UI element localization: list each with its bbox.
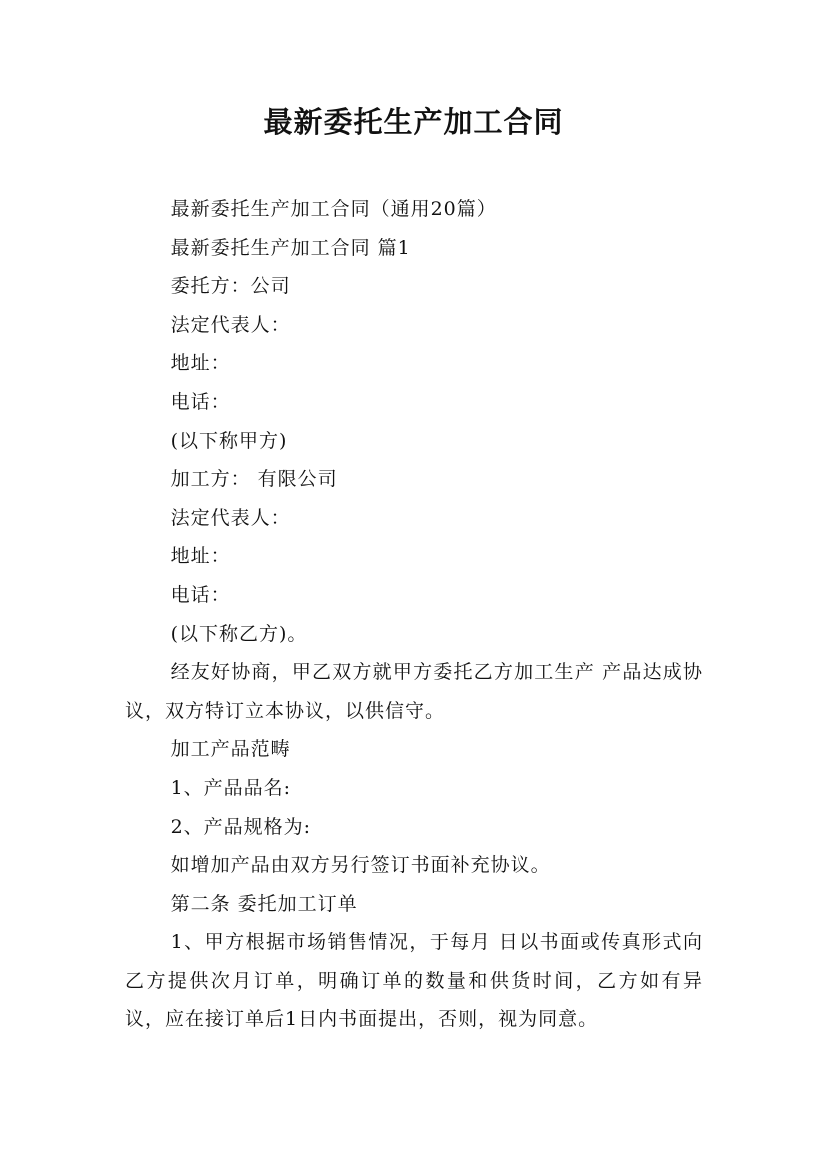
paragraph: 如增加产品由双方另行签订书面补充协议。: [170, 854, 551, 877]
paragraph: 最新委托生产加工合同（通用20篇）: [170, 198, 497, 220]
paragraph: 1、产品品名:: [170, 776, 292, 799]
paragraph: 经友好协商，甲乙双方就甲方委托乙方加工生产 产品达成协议，双方特订立本协议，以供信守。: [125, 661, 703, 722]
paragraph: 加工产品范畴: [170, 738, 291, 761]
paragraph: 委托方：公司: [170, 275, 291, 298]
paragraph: 地址：: [170, 545, 231, 568]
paragraph: 2、产品规格为:: [170, 815, 312, 838]
paragraph: 最新委托生产加工合同 篇1: [170, 236, 411, 259]
document-body: [125, 190, 703, 1039]
paragraph: 法定代表人：: [170, 506, 291, 529]
paragraph: 法定代表人：: [170, 313, 291, 336]
paragraph: 电话：: [170, 583, 231, 606]
paragraph: (以下称乙方)。: [170, 622, 308, 645]
paragraph: 加工方： 有限公司: [170, 468, 338, 491]
paragraph: 第二条 委托加工订单: [170, 892, 358, 915]
paragraph: 地址：: [170, 352, 231, 375]
document-title: 最新委托生产加工合同: [263, 105, 564, 139]
paragraph: (以下称甲方): [170, 429, 288, 452]
paragraph: 电话：: [170, 390, 231, 413]
paragraph: 1、甲方根据市场销售情况，于每月 日以书面或传真形式向乙方提供次月订单，明确订单的数量和供货时间，乙方如有异议，应在接订单后1日内书面提出，否则，视为同意。: [125, 931, 703, 1031]
